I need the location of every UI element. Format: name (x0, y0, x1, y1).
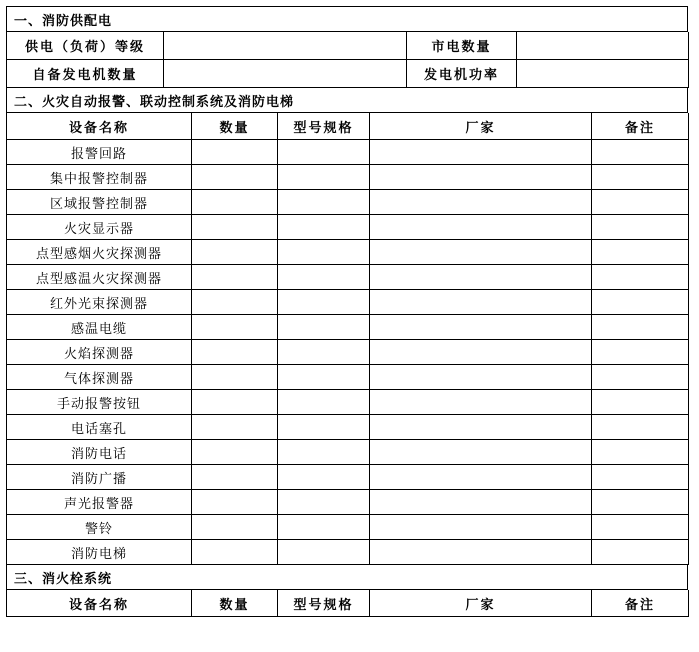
column-header-device-name: 设备名称 (7, 590, 192, 617)
section-title-power: 一、消防供配电 (6, 6, 688, 32)
remarks-cell[interactable] (592, 165, 689, 190)
device-name-cell: 气体探测器 (7, 365, 192, 390)
table-row (7, 240, 689, 265)
table-row (7, 440, 689, 465)
alarm-rows (7, 140, 689, 565)
manufacturer-cell[interactable] (370, 440, 592, 465)
table-row (7, 415, 689, 440)
manufacturer-cell[interactable] (370, 240, 592, 265)
model-spec-cell[interactable] (278, 190, 370, 215)
device-name-cell: 警铃 (7, 515, 192, 540)
table-row (7, 465, 689, 490)
section-title-alarm: 二、火灾自动报警、联动控制系统及消防电梯 (6, 88, 688, 113)
device-name-cell: 区域报警控制器 (7, 190, 192, 215)
remarks-cell[interactable] (592, 190, 689, 215)
model-spec-cell[interactable] (278, 315, 370, 340)
column-header-device-name: 设备名称 (7, 113, 192, 140)
model-spec-cell[interactable] (278, 240, 370, 265)
table-row (7, 165, 689, 190)
column-header-quantity: 数量 (192, 113, 278, 140)
quantity-cell[interactable] (192, 340, 278, 365)
quantity-cell[interactable] (192, 540, 278, 565)
manufacturer-cell[interactable] (370, 540, 592, 565)
table-row (7, 60, 689, 88)
model-spec-cell[interactable] (278, 265, 370, 290)
manufacturer-cell[interactable] (370, 390, 592, 415)
model-spec-cell[interactable] (278, 415, 370, 440)
device-name-cell: 红外光束探测器 (7, 290, 192, 315)
model-spec-cell[interactable] (278, 140, 370, 165)
table-row (7, 390, 689, 415)
remarks-cell[interactable] (592, 540, 689, 565)
manufacturer-cell[interactable] (370, 415, 592, 440)
supply-level-field[interactable] (164, 32, 407, 60)
remarks-cell[interactable] (592, 415, 689, 440)
model-spec-cell[interactable] (278, 165, 370, 190)
table-row (7, 190, 689, 215)
device-name-cell: 电话塞孔 (7, 415, 192, 440)
table-row (7, 290, 689, 315)
quantity-cell[interactable] (192, 165, 278, 190)
table-header-row (7, 590, 689, 617)
table-header-row (7, 113, 689, 140)
quantity-cell[interactable] (192, 215, 278, 240)
model-spec-cell[interactable] (278, 440, 370, 465)
mains-count-label: 市电数量 (407, 32, 517, 60)
column-header-remarks: 备注 (592, 590, 689, 617)
column-header-model-spec: 型号规格 (278, 590, 370, 617)
column-header-remarks: 备注 (592, 113, 689, 140)
column-header-manufacturer: 厂家 (370, 113, 592, 140)
quantity-cell[interactable] (192, 315, 278, 340)
manufacturer-cell[interactable] (370, 140, 592, 165)
quantity-cell[interactable] (192, 490, 278, 515)
manufacturer-cell[interactable] (370, 290, 592, 315)
remarks-cell[interactable] (592, 315, 689, 340)
device-name-cell: 消防电话 (7, 440, 192, 465)
quantity-cell[interactable] (192, 440, 278, 465)
device-name-cell: 声光报警器 (7, 490, 192, 515)
model-spec-cell[interactable] (278, 465, 370, 490)
generator-power-label: 发电机功率 (407, 60, 517, 88)
model-spec-cell[interactable] (278, 515, 370, 540)
column-header-quantity: 数量 (192, 590, 278, 617)
section-title-hydrant: 三、消火栓系统 (6, 565, 688, 590)
table-row (7, 265, 689, 290)
quantity-cell[interactable] (192, 390, 278, 415)
device-name-cell: 火焰探测器 (7, 340, 192, 365)
manufacturer-cell[interactable] (370, 365, 592, 390)
model-spec-cell[interactable] (278, 490, 370, 515)
model-spec-cell[interactable] (278, 540, 370, 565)
remarks-cell[interactable] (592, 365, 689, 390)
remarks-cell[interactable] (592, 265, 689, 290)
device-name-cell: 点型感温火灾探测器 (7, 265, 192, 290)
manufacturer-cell[interactable] (370, 465, 592, 490)
manufacturer-cell[interactable] (370, 215, 592, 240)
quantity-cell[interactable] (192, 265, 278, 290)
quantity-cell[interactable] (192, 190, 278, 215)
fire-facility-form (6, 6, 688, 617)
remarks-cell[interactable] (592, 340, 689, 365)
remarks-cell[interactable] (592, 440, 689, 465)
table-row (7, 365, 689, 390)
device-name-cell: 报警回路 (7, 140, 192, 165)
quantity-cell[interactable] (192, 365, 278, 390)
remarks-cell[interactable] (592, 290, 689, 315)
manufacturer-cell[interactable] (370, 490, 592, 515)
device-name-cell: 消防电梯 (7, 540, 192, 565)
table-row (7, 140, 689, 165)
table-row (7, 340, 689, 365)
quantity-cell[interactable] (192, 515, 278, 540)
remarks-cell[interactable] (592, 240, 689, 265)
quantity-cell[interactable] (192, 465, 278, 490)
device-name-cell: 火灾显示器 (7, 215, 192, 240)
remarks-cell[interactable] (592, 390, 689, 415)
alarm-system-table (6, 113, 689, 565)
power-supply-table (6, 32, 689, 88)
manufacturer-cell[interactable] (370, 515, 592, 540)
remarks-cell[interactable] (592, 465, 689, 490)
device-name-cell: 集中报警控制器 (7, 165, 192, 190)
hydrant-system-table (6, 590, 689, 617)
device-name-cell: 消防广播 (7, 465, 192, 490)
column-header-model-spec: 型号规格 (278, 113, 370, 140)
quantity-cell[interactable] (192, 140, 278, 165)
model-spec-cell[interactable] (278, 365, 370, 390)
generator-power-field[interactable] (517, 60, 689, 88)
manufacturer-cell[interactable] (370, 315, 592, 340)
generator-count-field[interactable] (164, 60, 407, 88)
generator-count-label: 自备发电机数量 (7, 60, 164, 88)
model-spec-cell[interactable] (278, 290, 370, 315)
quantity-cell[interactable] (192, 240, 278, 265)
supply-level-label: 供电（负荷）等级 (7, 32, 164, 60)
remarks-cell[interactable] (592, 515, 689, 540)
device-name-cell: 手动报警按钮 (7, 390, 192, 415)
table-row (7, 490, 689, 515)
table-row (7, 215, 689, 240)
table-row (7, 515, 689, 540)
column-header-manufacturer: 厂家 (370, 590, 592, 617)
manufacturer-cell[interactable] (370, 165, 592, 190)
quantity-cell[interactable] (192, 290, 278, 315)
remarks-cell[interactable] (592, 140, 689, 165)
device-name-cell: 点型感烟火灾探测器 (7, 240, 192, 265)
table-row (7, 540, 689, 565)
manufacturer-cell[interactable] (370, 340, 592, 365)
table-row (7, 32, 689, 60)
model-spec-cell[interactable] (278, 390, 370, 415)
mains-count-field[interactable] (517, 32, 689, 60)
manufacturer-cell[interactable] (370, 265, 592, 290)
remarks-cell[interactable] (592, 215, 689, 240)
manufacturer-cell[interactable] (370, 190, 592, 215)
table-row (7, 315, 689, 340)
remarks-cell[interactable] (592, 490, 689, 515)
model-spec-cell[interactable] (278, 340, 370, 365)
quantity-cell[interactable] (192, 415, 278, 440)
device-name-cell: 感温电缆 (7, 315, 192, 340)
model-spec-cell[interactable] (278, 215, 370, 240)
